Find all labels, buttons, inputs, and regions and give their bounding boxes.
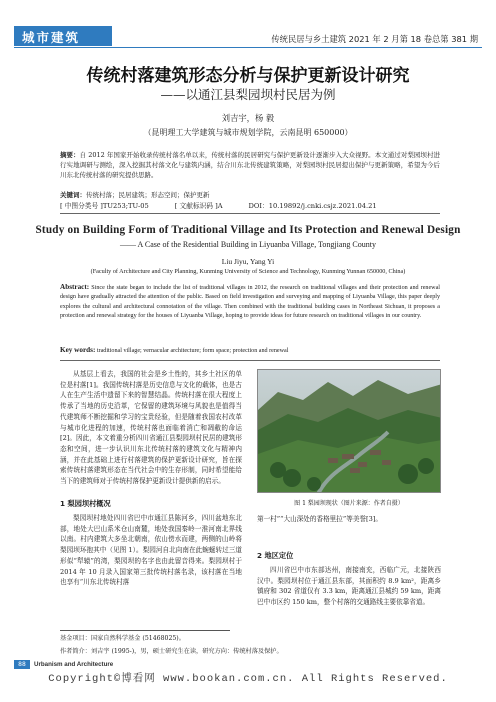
journal-name-en: Urbanism and Architecture bbox=[34, 661, 114, 668]
keywords-en-label: Key words: bbox=[60, 346, 96, 354]
figure-caption: 图 1 梨园坝现状（图片来源：作者自摄） bbox=[294, 500, 404, 507]
journal-issue-info: 传统民居与乡土建筑 2021 年 2 月第 18 卷总第 381 期 bbox=[271, 34, 478, 44]
article-subtitle-en: —— A Case of the Residential Building in Liyuanba Village, Tongjiang County bbox=[120, 240, 376, 249]
keywords-cn-label: 关键词： bbox=[60, 191, 86, 199]
section2-paragraph: 四川省巴中市东部达州，南接南充，西临广元，北接陕西汉中。梨园坝村位于通江县东部，其面积约 8.9 km²，距离乡镇府和 302 省道仅有 3.3 km，距离通江县城约 59 km，距离巴中市区约 150 km，整个村落的交通路线主要依靠省道。 bbox=[257, 566, 441, 607]
abstract-divider bbox=[60, 360, 440, 361]
article-title-en: Study on Building Form of Traditional Village and Its Protection and Renewal Design bbox=[35, 224, 461, 236]
abstract-en-text: Since the state began to include the list of traditional villages in 2012, the research on traditional villages and their protection and renewal design have gradually attracted the attention of the public. Based on field investigation and surveying and mapping of Liyuanba Village, this paper deeply explores the cultural and architectural connotation of the village. Then combined with the traditional building cases in Northeast Sichuan, it proposes a protection and renewal strategy for the houses of Liyuanba Village, hoping to provide ideas for future research on traditional villages in our country. bbox=[60, 285, 440, 319]
page-number: 88 bbox=[14, 660, 30, 669]
doi[interactable]: DOI：10.19892/j.cnki.csjz.2021.04.21 bbox=[248, 202, 377, 210]
copyright-watermark: Copyright©博看网 www.bookan.com.cn. All Rights Reserved. bbox=[48, 673, 448, 685]
classification-number: [ 中图分类号 ]TU253;TU-05 bbox=[60, 202, 149, 210]
fund-note: 基金项目：国家自然科学基金 (51468025)。 bbox=[60, 635, 185, 642]
section-divider bbox=[60, 213, 440, 214]
village-aerial-photo bbox=[258, 370, 441, 493]
authors-cn: 刘吉宇，杨 毅 bbox=[221, 113, 275, 123]
keywords-cn bbox=[60, 190, 440, 200]
header-divider bbox=[14, 47, 482, 48]
abstract-cn-text: 自 2012 年国家开始收录传统村落名单以来，传统村落的民居研究与保护更新设计逐渐步入大众视野。本文通过对梨园坝村进行实地调研与测绘，深入挖掘其村落文化与建筑内涵，结合川东北传统建筑策略，对梨园坝村民居提出保护与更新策略，希望为今后川东北传统村落的研究提供思路。 bbox=[60, 151, 440, 179]
section1-continuation: 第一村”“大山深处的香格里拉”等美誉[3]。 bbox=[257, 515, 382, 523]
keywords-en bbox=[60, 346, 440, 354]
classification-row bbox=[60, 200, 440, 210]
abstract-en-label: Abstract: bbox=[60, 283, 90, 291]
figure-village-photo bbox=[257, 369, 441, 493]
authors-en: Liu Jiyu, Yang Yi bbox=[221, 257, 275, 266]
section1-paragraph: 梨园坝村地处四川省巴中市通江县陈河乡，四川盆地东北部，地处大巴山系米仓山南麓，地处我国秦岭一淮河南北界线以南。村内建筑大多坐北朝南，依山傍水而建，两侧的山岭将梨园坝环抱其中（见图 1）。梨园河自北向南在此蜿蜒转过三道形似“犁辕”的湾，梨园坝的名字也由此留音得来。梨园坝村于 2014 年 10 月录入国家第三批传统村落名录，该村落在当地也享有“川东北传统村落 bbox=[60, 514, 242, 587]
affiliation-en: (Faculty of Architecture and City Planning, Kunming University of Science and Technology, Kunming Yunnan 650000, China) bbox=[90, 268, 406, 275]
abstract-en bbox=[60, 283, 440, 321]
intro-paragraph: 从基层上看去，我国的社会是乡土性的，其乡土社区的单位是村落[1]。我国传统村落是历史信息与文化的载体，也是古人在生产生活中遗留下来的智慧结晶。传统村落在很大程度上传承了当地的历史沿革，它保留的建筑环境与风貌也是值得当代建筑师不断挖掘和学习的宝贵经验，但是随着我国农村改革与城市化进程的加速，传统村落也面临着消亡和凋敝的命运[2]。因此，本文着重分析四川省通江县梨园坝村民居的建筑形态和空间，进一步认识川东北传统村落的建筑文化与精神内涵，并在此基础上进行村落建筑的保护更新设计研究，旨在探索传统村落建筑形态在当代社会中的生存形制，同时希望能给当下的建筑师对于传统村落保护更新设计提供新的启示。 bbox=[60, 370, 242, 486]
footnote-divider bbox=[60, 630, 230, 631]
abstract-cn-label: 摘要： bbox=[60, 151, 80, 159]
keywords-en-text: traditional village; vernacular architecture; form space; protection and renewal bbox=[96, 348, 289, 354]
affiliation-cn: （昆明理工大学建筑与城市规划学院，云南昆明 650000） bbox=[143, 128, 353, 137]
article-title-cn: 传统村落建筑形态分析与保护更新设计研究 bbox=[86, 66, 410, 86]
section2-heading: 2 地区定位 bbox=[257, 551, 294, 560]
keywords-cn-text: 传统村落；民居建筑；形态空间；保护更新 bbox=[86, 191, 210, 199]
section-banner: 城市建筑 bbox=[14, 26, 112, 46]
document-code: [ 文献标识码 ]A bbox=[174, 202, 223, 210]
abstract-cn bbox=[60, 150, 440, 180]
section1-heading: 1 梨园坝村概况 bbox=[60, 499, 111, 508]
article-subtitle-cn: ——以通江县梨园坝村民居为例 bbox=[160, 87, 336, 102]
author-bio-note: 作者简介：刘吉宇 (1995-)，男，硕士研究生在读，研究方向：传统村落及保护。 bbox=[60, 648, 283, 655]
